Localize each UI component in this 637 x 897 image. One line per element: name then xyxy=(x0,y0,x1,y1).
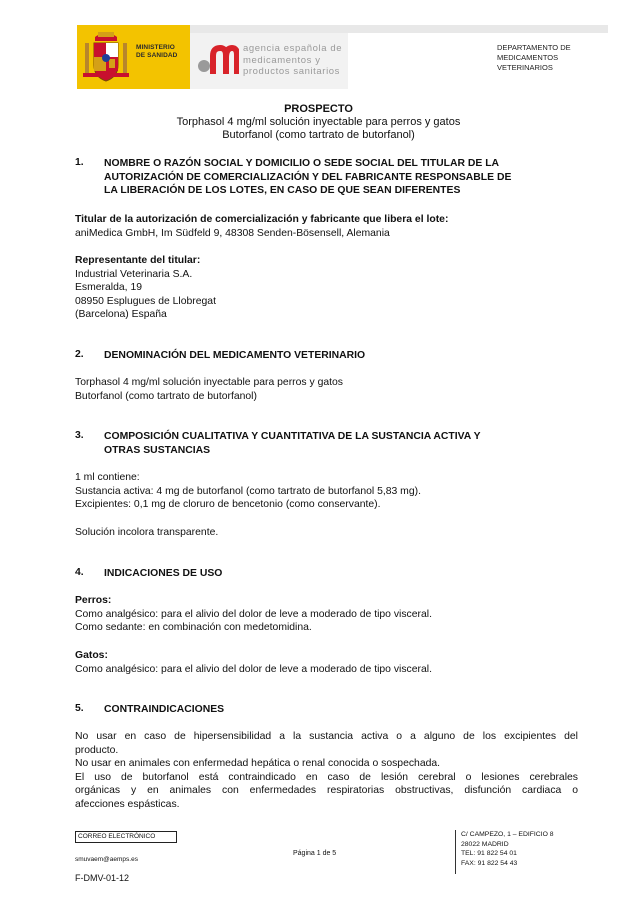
representative-label: Representante del titular: xyxy=(75,255,201,266)
section-4-title: INDICACIONES DE USO xyxy=(104,568,223,579)
dogs-label: Perros: xyxy=(75,595,112,606)
cats-label: Gatos: xyxy=(75,650,108,661)
footer-email[interactable]: smuvaem@aemps.es xyxy=(75,856,138,863)
section-3-appearance: Solución incolora transparente. xyxy=(75,527,219,538)
page-number: Página 1 de 5 xyxy=(293,850,337,857)
section-2-title: DENOMINACIÓN DEL MEDICAMENTO VETERINARIO xyxy=(104,350,366,361)
section-3-body: 1 ml contiene: Sustancia activa: 4 mg de butorfanol (como tartrato de butorfanol 5,83 mg). Excipientes: 0,1 mg de cloruro de bencetonio (como conservante). xyxy=(75,472,421,511)
section-5-title: CONTRAINDICACIONES xyxy=(104,704,225,715)
section-1-number: 1. xyxy=(75,157,84,168)
form-code: F-DMV-01-12 xyxy=(75,873,130,883)
section-5-body: No usar en caso de hipersensibilidad a la sustancia activa o a alguno de los excipientes del producto. No usar en animales con enfermedad hepática o renal conocida o sospechada. El uso de butorfanol está contraindicado en caso de lesión cerebral o lesiones cerebrales orgánicas y en animales con enfermedades respiratorias obstructivas, disfunción cardiaca o afecciones espásticas. xyxy=(75,731,578,810)
document-title: PROSPECTO Torphasol 4 mg/ml solución inyectable para perros y gatos Butorfanol (como tartrato de butorfanol) xyxy=(176,103,461,141)
email-label-box: CORREO ELECTRÓNICO xyxy=(75,831,177,843)
holder-block xyxy=(75,213,578,240)
section-4-number: 4. xyxy=(75,567,84,578)
section-3-number: 3. xyxy=(75,430,84,441)
section-4-dogs: Perros: Como analgésico: para el alivio del dolor de leve a moderado de tipo visceral. Como sedante: en combinación con medetomidina. xyxy=(75,594,578,635)
section-2-body: Torphasol 4 mg/ml solución inyectable para perros y gatos Butorfanol (como tartrato de butorfanol) xyxy=(75,377,343,402)
holder-value: aniMedica GmbH, Im Südfeld 9, 48308 Senden-Bösensell, Alemania xyxy=(75,227,390,239)
section-5-number: 5. xyxy=(75,703,84,714)
section-1-title: NOMBRE O RAZÓN SOCIAL Y DOMICILIO O SEDE SOCIAL DEL TITULAR DE LA AUTORIZACIÓN DE COMERCIALIZACIÓN Y DEL FABRICANTE RESPONSABLE DE LA LIBERACIÓN DE LOS LOTES, EN CASO DE QUE SEAN DIFERENTES xyxy=(104,158,512,197)
representative-block: Representante del titular: Industrial Veterinaria S.A. Esmeralda, 19 08950 Esplugues de Llobregat (Barcelona) España xyxy=(75,254,578,322)
agency-name: agencia española de medicamentos y productos sanitarios xyxy=(243,43,343,77)
section-2-number: 2. xyxy=(75,349,84,360)
department-name: DEPARTAMENTO DE MEDICAMENTOS VETERINARIOS xyxy=(497,43,571,72)
spain-coat-of-arms-icon xyxy=(83,29,129,85)
holder-label: Titular de la autorización de comercialización y fabricante que libera el lote: xyxy=(75,214,449,225)
section-4-cats: Gatos: Como analgésico: para el alivio del dolor de leve a moderado de tipo visceral. xyxy=(75,649,578,676)
ministry-name: MINISTERIO DE SANIDAD xyxy=(136,44,178,59)
footer-address: C/ CAMPEZO, 1 – EDIFICIO 8 28022 MADRID TEL: 91 822 54 01 FAX: 91 822 54 43 xyxy=(455,830,554,874)
section-3-title: COMPOSICIÓN CUALITATIVA Y CUANTITATIVA DE LA SUSTANCIA ACTIVA Y OTRAS SUSTANCIAS xyxy=(104,431,481,456)
aemps-logo-icon xyxy=(195,44,239,76)
